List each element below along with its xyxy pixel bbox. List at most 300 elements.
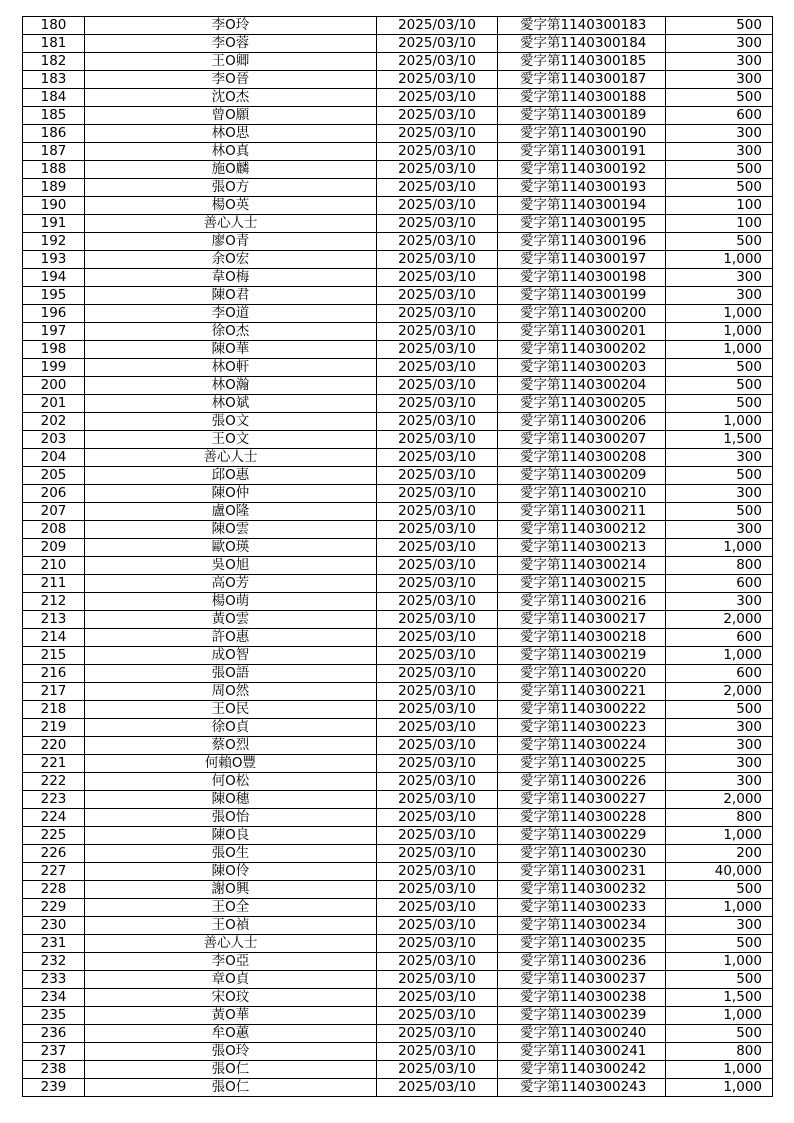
receipt-number-cell: 愛字第1140300223	[498, 719, 666, 737]
amount-cell: 1,000	[666, 647, 773, 665]
amount-cell: 100	[666, 215, 773, 233]
receipt-number-cell: 愛字第1140300194	[498, 197, 666, 215]
table-row	[23, 719, 773, 737]
amount-cell: 1,000	[666, 251, 773, 269]
table-row	[23, 899, 773, 917]
receipt-number-cell: 愛字第1140300220	[498, 665, 666, 683]
donation-date-cell: 2025/03/10	[377, 233, 498, 251]
receipt-number-cell: 愛字第1140300200	[498, 305, 666, 323]
donor-name-cell: 張O語	[85, 665, 377, 683]
receipt-number-cell: 愛字第1140300241	[498, 1043, 666, 1061]
table-row	[23, 521, 773, 539]
row-number-cell: 190	[23, 197, 85, 215]
donation-date-cell: 2025/03/10	[377, 359, 498, 377]
table-row	[23, 917, 773, 935]
table-row	[23, 89, 773, 107]
donation-date-cell: 2025/03/10	[377, 467, 498, 485]
row-number-cell: 201	[23, 395, 85, 413]
donor-name-cell: 陳O雲	[85, 521, 377, 539]
amount-cell: 1,000	[666, 341, 773, 359]
donor-name-cell: 張O仁	[85, 1061, 377, 1079]
donation-date-cell: 2025/03/10	[377, 629, 498, 647]
donation-date-cell: 2025/03/10	[377, 395, 498, 413]
table-row	[23, 107, 773, 125]
donor-name-cell: 李O道	[85, 305, 377, 323]
donor-name-cell: 歐O瑛	[85, 539, 377, 557]
donor-name-cell: 章O貞	[85, 971, 377, 989]
donation-date-cell: 2025/03/10	[377, 161, 498, 179]
receipt-number-cell: 愛字第1140300221	[498, 683, 666, 701]
receipt-number-cell: 愛字第1140300216	[498, 593, 666, 611]
receipt-number-cell: 愛字第1140300188	[498, 89, 666, 107]
donor-name-cell: 張O玲	[85, 1043, 377, 1061]
receipt-number-cell: 愛字第1140300190	[498, 125, 666, 143]
donation-date-cell: 2025/03/10	[377, 809, 498, 827]
row-number-cell: 220	[23, 737, 85, 755]
donation-date-cell: 2025/03/10	[377, 953, 498, 971]
donor-name-cell: 張O生	[85, 845, 377, 863]
row-number-cell: 219	[23, 719, 85, 737]
table-row	[23, 449, 773, 467]
donation-table	[22, 16, 773, 1097]
donation-date-cell: 2025/03/10	[377, 53, 498, 71]
donation-date-cell: 2025/03/10	[377, 1025, 498, 1043]
receipt-number-cell: 愛字第1140300217	[498, 611, 666, 629]
table-row	[23, 233, 773, 251]
donor-name-cell: 徐O貞	[85, 719, 377, 737]
table-row	[23, 701, 773, 719]
donor-name-cell: 李O亞	[85, 953, 377, 971]
receipt-number-cell: 愛字第1140300198	[498, 269, 666, 287]
amount-cell: 300	[666, 449, 773, 467]
amount-cell: 500	[666, 1025, 773, 1043]
amount-cell: 100	[666, 197, 773, 215]
row-number-cell: 200	[23, 377, 85, 395]
row-number-cell: 195	[23, 287, 85, 305]
donor-name-cell: 牟O蕙	[85, 1025, 377, 1043]
row-number-cell: 203	[23, 431, 85, 449]
table-row	[23, 431, 773, 449]
donor-name-cell: 陳O君	[85, 287, 377, 305]
receipt-number-cell: 愛字第1140300187	[498, 71, 666, 89]
row-number-cell: 205	[23, 467, 85, 485]
donor-name-cell: 蔡O烈	[85, 737, 377, 755]
amount-cell: 500	[666, 881, 773, 899]
row-number-cell: 226	[23, 845, 85, 863]
amount-cell: 600	[666, 665, 773, 683]
row-number-cell: 206	[23, 485, 85, 503]
donor-name-cell: 陳O仲	[85, 485, 377, 503]
table-row	[23, 17, 773, 35]
amount-cell: 300	[666, 53, 773, 71]
receipt-number-cell: 愛字第1140300232	[498, 881, 666, 899]
amount-cell: 300	[666, 269, 773, 287]
donation-date-cell: 2025/03/10	[377, 71, 498, 89]
donation-date-cell: 2025/03/10	[377, 683, 498, 701]
row-number-cell: 193	[23, 251, 85, 269]
donation-date-cell: 2025/03/10	[377, 827, 498, 845]
donation-date-cell: 2025/03/10	[377, 1043, 498, 1061]
receipt-number-cell: 愛字第1140300207	[498, 431, 666, 449]
amount-cell: 1,000	[666, 953, 773, 971]
donor-name-cell: 謝O興	[85, 881, 377, 899]
receipt-number-cell: 愛字第1140300237	[498, 971, 666, 989]
table-row	[23, 71, 773, 89]
row-number-cell: 232	[23, 953, 85, 971]
donor-name-cell: 王O全	[85, 899, 377, 917]
table-row	[23, 269, 773, 287]
table-row	[23, 341, 773, 359]
row-number-cell: 196	[23, 305, 85, 323]
row-number-cell: 224	[23, 809, 85, 827]
donor-name-cell: 邱O惠	[85, 467, 377, 485]
donor-name-cell: 何賴O豐	[85, 755, 377, 773]
table-row	[23, 647, 773, 665]
amount-cell: 500	[666, 503, 773, 521]
amount-cell: 500	[666, 233, 773, 251]
donor-name-cell: 善心人士	[85, 935, 377, 953]
receipt-number-cell: 愛字第1140300209	[498, 467, 666, 485]
donation-date-cell: 2025/03/10	[377, 35, 498, 53]
row-number-cell: 194	[23, 269, 85, 287]
amount-cell: 500	[666, 467, 773, 485]
amount-cell: 600	[666, 575, 773, 593]
amount-cell: 1,000	[666, 323, 773, 341]
table-row	[23, 395, 773, 413]
donation-date-cell: 2025/03/10	[377, 323, 498, 341]
row-number-cell: 202	[23, 413, 85, 431]
amount-cell: 300	[666, 755, 773, 773]
row-number-cell: 198	[23, 341, 85, 359]
row-number-cell: 230	[23, 917, 85, 935]
donation-date-cell: 2025/03/10	[377, 737, 498, 755]
table-row	[23, 1061, 773, 1079]
donation-date-cell: 2025/03/10	[377, 539, 498, 557]
receipt-number-cell: 愛字第1140300210	[498, 485, 666, 503]
donor-name-cell: 王O民	[85, 701, 377, 719]
donor-name-cell: 盧O隆	[85, 503, 377, 521]
donation-date-cell: 2025/03/10	[377, 845, 498, 863]
table-row	[23, 287, 773, 305]
row-number-cell: 210	[23, 557, 85, 575]
amount-cell: 300	[666, 737, 773, 755]
amount-cell: 800	[666, 809, 773, 827]
donor-name-cell: 林O瀚	[85, 377, 377, 395]
amount-cell: 200	[666, 845, 773, 863]
receipt-number-cell: 愛字第1140300197	[498, 251, 666, 269]
row-number-cell: 236	[23, 1025, 85, 1043]
table-row	[23, 935, 773, 953]
row-number-cell: 235	[23, 1007, 85, 1025]
row-number-cell: 186	[23, 125, 85, 143]
donation-date-cell: 2025/03/10	[377, 935, 498, 953]
table-row	[23, 845, 773, 863]
amount-cell: 500	[666, 971, 773, 989]
receipt-number-cell: 愛字第1140300224	[498, 737, 666, 755]
row-number-cell: 238	[23, 1061, 85, 1079]
donation-table-body	[23, 17, 773, 1097]
amount-cell: 300	[666, 521, 773, 539]
amount-cell: 500	[666, 701, 773, 719]
receipt-number-cell: 愛字第1140300183	[498, 17, 666, 35]
receipt-number-cell: 愛字第1140300242	[498, 1061, 666, 1079]
donation-date-cell: 2025/03/10	[377, 413, 498, 431]
table-row	[23, 809, 773, 827]
table-row	[23, 485, 773, 503]
amount-cell: 1,000	[666, 539, 773, 557]
donation-date-cell: 2025/03/10	[377, 431, 498, 449]
table-row	[23, 629, 773, 647]
receipt-number-cell: 愛字第1140300199	[498, 287, 666, 305]
receipt-number-cell: 愛字第1140300219	[498, 647, 666, 665]
table-row	[23, 737, 773, 755]
receipt-number-cell: 愛字第1140300234	[498, 917, 666, 935]
table-row	[23, 539, 773, 557]
donor-name-cell: 林O軒	[85, 359, 377, 377]
donation-date-cell: 2025/03/10	[377, 863, 498, 881]
row-number-cell: 212	[23, 593, 85, 611]
amount-cell: 500	[666, 377, 773, 395]
donor-name-cell: 林O思	[85, 125, 377, 143]
amount-cell: 40,000	[666, 863, 773, 881]
receipt-number-cell: 愛字第1140300185	[498, 53, 666, 71]
table-row	[23, 773, 773, 791]
table-row	[23, 827, 773, 845]
row-number-cell: 199	[23, 359, 85, 377]
donation-date-cell: 2025/03/10	[377, 593, 498, 611]
receipt-number-cell: 愛字第1140300229	[498, 827, 666, 845]
donation-date-cell: 2025/03/10	[377, 341, 498, 359]
table-row	[23, 755, 773, 773]
row-number-cell: 197	[23, 323, 85, 341]
donation-date-cell: 2025/03/10	[377, 647, 498, 665]
donation-date-cell: 2025/03/10	[377, 989, 498, 1007]
table-row	[23, 53, 773, 71]
donor-name-cell: 張O文	[85, 413, 377, 431]
donation-date-cell: 2025/03/10	[377, 17, 498, 35]
row-number-cell: 225	[23, 827, 85, 845]
table-row	[23, 989, 773, 1007]
row-number-cell: 204	[23, 449, 85, 467]
donation-date-cell: 2025/03/10	[377, 557, 498, 575]
table-row	[23, 611, 773, 629]
amount-cell: 1,000	[666, 827, 773, 845]
donation-date-cell: 2025/03/10	[377, 269, 498, 287]
amount-cell: 800	[666, 557, 773, 575]
donation-date-cell: 2025/03/10	[377, 179, 498, 197]
donation-date-cell: 2025/03/10	[377, 971, 498, 989]
receipt-number-cell: 愛字第1140300236	[498, 953, 666, 971]
donor-name-cell: 王O禎	[85, 917, 377, 935]
donor-name-cell: 善心人士	[85, 215, 377, 233]
donation-date-cell: 2025/03/10	[377, 125, 498, 143]
receipt-number-cell: 愛字第1140300238	[498, 989, 666, 1007]
row-number-cell: 222	[23, 773, 85, 791]
row-number-cell: 185	[23, 107, 85, 125]
donor-name-cell: 許O惠	[85, 629, 377, 647]
receipt-number-cell: 愛字第1140300239	[498, 1007, 666, 1025]
donor-name-cell: 王O文	[85, 431, 377, 449]
amount-cell: 300	[666, 71, 773, 89]
amount-cell: 300	[666, 719, 773, 737]
donation-date-cell: 2025/03/10	[377, 899, 498, 917]
amount-cell: 1,000	[666, 1079, 773, 1097]
receipt-number-cell: 愛字第1140300213	[498, 539, 666, 557]
amount-cell: 2,000	[666, 683, 773, 701]
table-row	[23, 35, 773, 53]
row-number-cell: 182	[23, 53, 85, 71]
amount-cell: 500	[666, 395, 773, 413]
row-number-cell: 218	[23, 701, 85, 719]
row-number-cell: 183	[23, 71, 85, 89]
donation-date-cell: 2025/03/10	[377, 143, 498, 161]
receipt-number-cell: 愛字第1140300202	[498, 341, 666, 359]
row-number-cell: 191	[23, 215, 85, 233]
donor-name-cell: 林O斌	[85, 395, 377, 413]
donor-name-cell: 陳O華	[85, 341, 377, 359]
table-row	[23, 413, 773, 431]
table-row	[23, 1043, 773, 1061]
table-row	[23, 575, 773, 593]
amount-cell: 1,000	[666, 413, 773, 431]
table-row	[23, 1007, 773, 1025]
receipt-number-cell: 愛字第1140300228	[498, 809, 666, 827]
row-number-cell: 237	[23, 1043, 85, 1061]
row-number-cell: 216	[23, 665, 85, 683]
receipt-number-cell: 愛字第1140300196	[498, 233, 666, 251]
amount-cell: 1,000	[666, 305, 773, 323]
donation-date-cell: 2025/03/10	[377, 791, 498, 809]
donation-date-cell: 2025/03/10	[377, 449, 498, 467]
donor-name-cell: 吳O旭	[85, 557, 377, 575]
amount-cell: 2,000	[666, 611, 773, 629]
donation-date-cell: 2025/03/10	[377, 107, 498, 125]
donation-date-cell: 2025/03/10	[377, 521, 498, 539]
amount-cell: 300	[666, 287, 773, 305]
receipt-number-cell: 愛字第1140300206	[498, 413, 666, 431]
receipt-number-cell: 愛字第1140300212	[498, 521, 666, 539]
amount-cell: 300	[666, 35, 773, 53]
amount-cell: 300	[666, 125, 773, 143]
receipt-number-cell: 愛字第1140300191	[498, 143, 666, 161]
row-number-cell: 217	[23, 683, 85, 701]
receipt-number-cell: 愛字第1140300231	[498, 863, 666, 881]
table-row	[23, 359, 773, 377]
donor-name-cell: 施O麟	[85, 161, 377, 179]
table-row	[23, 593, 773, 611]
receipt-number-cell: 愛字第1140300192	[498, 161, 666, 179]
table-row	[23, 215, 773, 233]
table-row	[23, 125, 773, 143]
donor-name-cell: 余O宏	[85, 251, 377, 269]
row-number-cell: 239	[23, 1079, 85, 1097]
donor-name-cell: 李O晉	[85, 71, 377, 89]
amount-cell: 500	[666, 161, 773, 179]
donor-name-cell: 黃O雲	[85, 611, 377, 629]
receipt-number-cell: 愛字第1140300189	[498, 107, 666, 125]
amount-cell: 500	[666, 17, 773, 35]
amount-cell: 500	[666, 89, 773, 107]
amount-cell: 300	[666, 143, 773, 161]
row-number-cell: 223	[23, 791, 85, 809]
amount-cell: 300	[666, 773, 773, 791]
table-row	[23, 179, 773, 197]
donor-name-cell: 林O真	[85, 143, 377, 161]
donation-date-cell: 2025/03/10	[377, 719, 498, 737]
row-number-cell: 188	[23, 161, 85, 179]
table-row	[23, 251, 773, 269]
table-row	[23, 557, 773, 575]
table-row	[23, 467, 773, 485]
amount-cell: 500	[666, 935, 773, 953]
table-row	[23, 161, 773, 179]
row-number-cell: 228	[23, 881, 85, 899]
table-row	[23, 683, 773, 701]
receipt-number-cell: 愛字第1140300195	[498, 215, 666, 233]
donor-name-cell: 陳O良	[85, 827, 377, 845]
donor-name-cell: 楊O英	[85, 197, 377, 215]
donation-date-cell: 2025/03/10	[377, 1061, 498, 1079]
receipt-number-cell: 愛字第1140300227	[498, 791, 666, 809]
amount-cell: 1,500	[666, 989, 773, 1007]
table-row	[23, 323, 773, 341]
donor-name-cell: 李O蓉	[85, 35, 377, 53]
receipt-number-cell: 愛字第1140300203	[498, 359, 666, 377]
row-number-cell: 213	[23, 611, 85, 629]
amount-cell: 1,000	[666, 1061, 773, 1079]
receipt-number-cell: 愛字第1140300226	[498, 773, 666, 791]
donation-date-cell: 2025/03/10	[377, 1079, 498, 1097]
receipt-number-cell: 愛字第1140300211	[498, 503, 666, 521]
table-row	[23, 863, 773, 881]
receipt-number-cell: 愛字第1140300225	[498, 755, 666, 773]
row-number-cell: 215	[23, 647, 85, 665]
receipt-number-cell: 愛字第1140300204	[498, 377, 666, 395]
donation-date-cell: 2025/03/10	[377, 503, 498, 521]
table-row	[23, 1025, 773, 1043]
donor-name-cell: 周O然	[85, 683, 377, 701]
receipt-number-cell: 愛字第1140300214	[498, 557, 666, 575]
amount-cell: 600	[666, 107, 773, 125]
donor-name-cell: 李O玲	[85, 17, 377, 35]
row-number-cell: 214	[23, 629, 85, 647]
table-row	[23, 377, 773, 395]
row-number-cell: 187	[23, 143, 85, 161]
donation-date-cell: 2025/03/10	[377, 881, 498, 899]
row-number-cell: 229	[23, 899, 85, 917]
donor-name-cell: 高O芳	[85, 575, 377, 593]
amount-cell: 1,500	[666, 431, 773, 449]
donor-name-cell: 徐O杰	[85, 323, 377, 341]
donation-date-cell: 2025/03/10	[377, 251, 498, 269]
donor-name-cell: 何O松	[85, 773, 377, 791]
donor-name-cell: 廖O青	[85, 233, 377, 251]
donor-name-cell: 沈O杰	[85, 89, 377, 107]
amount-cell: 800	[666, 1043, 773, 1061]
amount-cell: 600	[666, 629, 773, 647]
amount-cell: 500	[666, 179, 773, 197]
row-number-cell: 234	[23, 989, 85, 1007]
donor-name-cell: 善心人士	[85, 449, 377, 467]
donation-date-cell: 2025/03/10	[377, 701, 498, 719]
table-row	[23, 197, 773, 215]
donation-date-cell: 2025/03/10	[377, 611, 498, 629]
donation-date-cell: 2025/03/10	[377, 773, 498, 791]
receipt-number-cell: 愛字第1140300205	[498, 395, 666, 413]
donation-date-cell: 2025/03/10	[377, 485, 498, 503]
donation-date-cell: 2025/03/10	[377, 287, 498, 305]
receipt-number-cell: 愛字第1140300222	[498, 701, 666, 719]
